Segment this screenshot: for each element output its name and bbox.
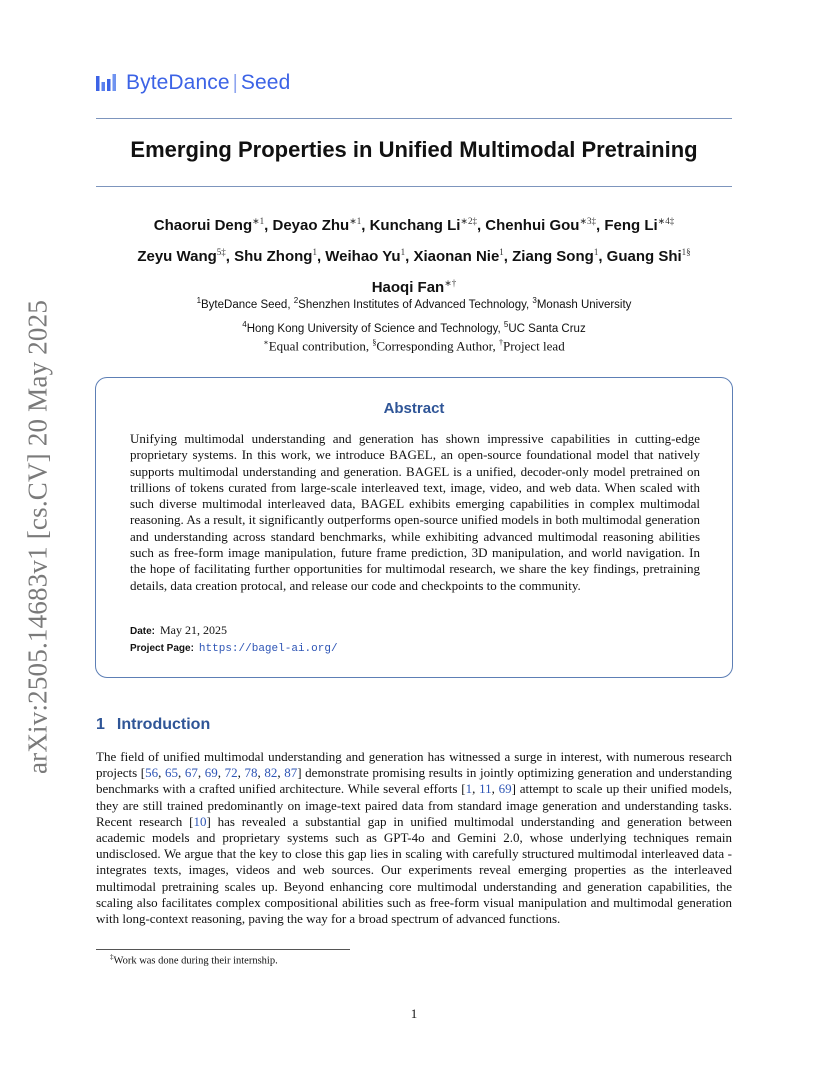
footnote <box>110 953 278 967</box>
note-mark: § <box>372 338 377 347</box>
citation-link[interactable]: 87 <box>284 765 298 781</box>
citation-link[interactable]: 78 <box>244 765 258 781</box>
title-rule <box>96 186 732 187</box>
intro-text: ] attempt to scale up their unified models, they are still trained predominantly on image-text paired data from standard image generation and understanding tasks. Recent research [ <box>96 781 732 829</box>
contribution-notes <box>96 338 732 354</box>
author-mark: 5‡ <box>216 247 226 257</box>
citation-link[interactable]: 1 <box>465 781 473 797</box>
date-label: Date: <box>130 626 156 637</box>
intro-text: ] has revealed a substantial gap in unified multimodal understanding and generation between academic models and proprietary systems such as GPT-4o and Gemini 2.0, whose underlying techniques remain undisclosed. We argue that the key to close this gap lies in scaling with carefully structured multimodal interleaved data - integrates texts, images, videos and web sources. Our experiments reveal emerging properties as the interleaved multimodal pretraining scales up. Beyond enhancing core multimodal understanding and generation capabilities, the scaling also facilitates complex compositional abilities such as free-form visual manipulation and multimodal generation with long-context reasoning, paving the way for a broad spectrum of advanced functions. <box>96 813 732 927</box>
author-list <box>82 208 746 301</box>
arxiv-side-stamp: arXiv:2505.14683v1 [cs.CV] 20 May 2025 <box>22 299 53 775</box>
citation-link[interactable]: 82 <box>264 765 278 781</box>
author-name: Feng Li <box>604 217 658 234</box>
author-name: Weihao Yu <box>325 248 401 265</box>
author-mark: 1 <box>400 247 406 257</box>
citation-link[interactable]: 11 <box>479 781 492 797</box>
citation-link[interactable]: 65 <box>164 765 178 781</box>
author-mark: ∗1 <box>349 216 362 226</box>
author-mark: ∗3‡ <box>579 216 596 226</box>
author-mark: ∗2‡ <box>460 216 477 226</box>
date-value: May 21, 2025 <box>160 623 228 637</box>
bytedance-bars-icon <box>96 73 118 93</box>
author-line-1: Chaorui Deng$^{∗1}$, Deyao Zhu$^{∗1}$, Kunchang $Li^{∗2\ddagger}$, Chenhui Gou$^{∗3\ddagger}$, Feng $Li^{∗4\ddagger}$ <box>153 216 675 234</box>
affiliation-name: Shenzhen Institutes of Advanced Technology, <box>298 298 533 311</box>
affiliation-mark: 4 <box>242 319 247 329</box>
logo-separator: | <box>232 72 238 94</box>
logo <box>96 71 290 95</box>
author-name: Zeyu Wang <box>137 248 217 265</box>
affiliation-mark: 3 <box>532 296 537 305</box>
author-mark: 1§ <box>681 247 691 257</box>
section-heading <box>96 716 210 734</box>
citation-link[interactable]: 72 <box>224 765 238 781</box>
affiliation-name: Monash University <box>536 298 632 311</box>
author-mark: 1 <box>593 247 599 257</box>
affiliation-mark: 1 <box>196 296 202 305</box>
footnote-mark: ‡ <box>110 953 114 961</box>
author-name: Shu Zhong <box>234 248 313 265</box>
author-name: Kunchang Li <box>369 217 461 234</box>
project-page-row <box>130 640 338 655</box>
author-name: Guang Shi <box>606 248 682 265</box>
logo-brand: ByteDance <box>126 71 230 94</box>
author-name: Chenhui Gou <box>485 217 580 234</box>
citation-link[interactable]: 69 <box>204 765 218 781</box>
affiliation-line-1 <box>96 291 732 315</box>
top-rule <box>96 118 732 119</box>
affiliation-name: ByteDance Seed, <box>201 298 294 311</box>
logo-product: Seed <box>240 71 291 94</box>
abstract-heading: Abstract <box>383 400 445 417</box>
note-text: Project lead <box>502 338 565 354</box>
footnote-rule <box>96 949 350 950</box>
intro-text: The field of unified multimodal understanding and generation has witnessed a surge in interest, with numerous research projects [ <box>96 749 732 781</box>
note-text: Corresponding Author, <box>376 338 499 354</box>
citation-link[interactable]: 69 <box>498 781 512 797</box>
intro-paragraph: The field of unified multimodal understanding and generation has witnessed a surge in interest, with numerous research projects [56, 65, 67, 69, 72, 78, 82, 87] demonstrate promising results in jointly optimizing generation and understanding benchmarks with a crafted unified architecture. While several efforts [1, 11, 69] attempt to scale up their unified models, they are still trained predominantly on image-text paired data from standard image generation and understanding tasks. Recent research [10] has revealed a substantial gap in unified multimodal understanding and generation between academic models and proprietary systems such as GPT-4o and Gemini 2.0, whose underlying techniques remain undisclosed. We argue that the key to close this gap lies in scaling with carefully structured multimodal interleaved data - integrates texts, images, videos and web sources. Our experiments reveal emerging properties as the interleaved multimodal pretraining scales up. Beyond enhancing core multimodal understanding and generation capabilities, the scaling also facilitates complex compositional abilities such as free-form visual manipulation and multimodal generation with long-context reasoning, paving the way for a broad spectrum of advanced functions. <box>96 749 733 927</box>
author-line-2: Zeyu Wang$^{5\ddagger}$, Shu Zhong$^1$, Weihao Yu$^1$, Xiaonan Nie$^1$, Ziang Song$^1$, Guang Shi$^{1\S}$ <box>137 247 691 265</box>
affiliation-line-2 <box>96 315 732 339</box>
author-mark: ∗4‡ <box>657 216 675 226</box>
author-mark: 1 <box>312 247 317 257</box>
paper-title: Emerging Properties in Unified Multimodal Pretraining <box>130 137 698 162</box>
author-name: Ziang Song <box>512 248 594 265</box>
author-name: Haoqi Fan <box>371 279 445 296</box>
section-number: 1 <box>96 716 105 733</box>
author-mark: ∗1 <box>252 216 265 226</box>
affiliation-name: Hong Kong University of Science and Technology, <box>246 322 504 335</box>
intro-text: ] demonstrate promising results in jointly optimizing generation and understanding benchmarks with a crafted unified architecture. While several efforts [ <box>96 765 733 797</box>
note-mark: ∗ <box>263 338 269 347</box>
note-text: Equal contribution, <box>268 338 373 354</box>
affiliation-name: UC Santa Cruz <box>508 322 586 335</box>
author-mark: 1 <box>499 247 504 257</box>
date-row <box>130 623 227 638</box>
affiliation-mark: 2 <box>293 296 299 305</box>
footnote-text: Work was done during their internship. <box>113 955 278 967</box>
author-mark: ∗† <box>444 278 457 288</box>
section-title: Introduction <box>116 716 211 733</box>
page-number: 1 <box>410 1006 418 1021</box>
affiliation-mark: 5 <box>503 319 509 329</box>
project-page-link[interactable]: https://bagel-ai.org/ <box>198 643 338 655</box>
affiliations <box>96 291 732 339</box>
note-mark: † <box>498 338 503 347</box>
author-name: Xiaonan Nie <box>413 248 500 265</box>
author-name: Deyao Zhu <box>272 217 350 234</box>
citation-link[interactable]: 56 <box>145 765 159 781</box>
author-name: Chaorui Deng <box>153 217 253 234</box>
project-page-label: Project Page: <box>130 643 194 654</box>
citation-link[interactable]: 67 <box>184 765 198 781</box>
citation-link[interactable]: 10 <box>193 813 207 829</box>
abstract-text: Unifying multimodal understanding and generation has shown impressive capabilities in cutting-edge proprietary systems. In this work, we introduce BAGEL, an open-source foundational model that natively supports multimodal understanding and generation. BAGEL is a unified, decoder-only model pretrained on trillions of tokens curated from large-scale interleaved text, image, video, and web data. When scaled with such diverse multimodal interleaved data, BAGEL exhibits emerging capabilities in complex multimodal reasoning. As a result, it significantly outperforms open-source unified models in both multimodal generation and understanding across standard benchmarks, while exhibiting advanced multimodal reasoning abilities such as free-form image manipulation, future frame prediction, 3D manipulation, and world navigation. In the hope of facilitating further opportunities for multimodal research, we share the key findings, pretraining details, data creation protocal, and release our code and checkpoints to the community. <box>130 431 700 593</box>
abstract-box <box>95 377 733 678</box>
